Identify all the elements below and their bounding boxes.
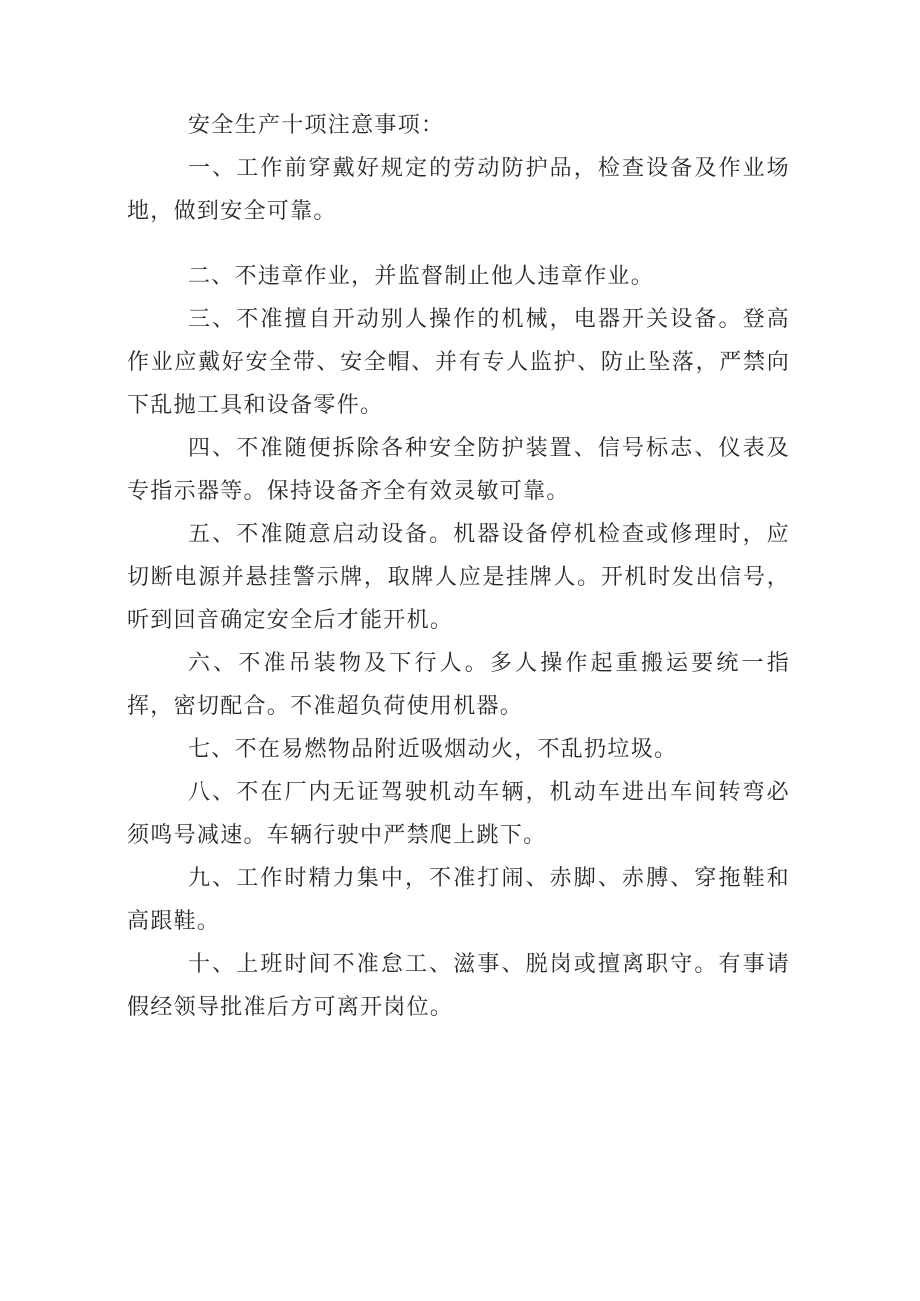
safety-item-9: 九、工作时精力集中，不准打闹、赤脚、赤膊、穿拖鞋和高跟鞋。 (127, 865, 790, 933)
safety-item-2: 二、不违章作业，并监督制止他人违章作业。 (188, 263, 655, 288)
document-body (127, 103, 790, 1028)
doc-title: 安全生产十项注意事项： (188, 112, 445, 137)
safety-item-3: 三、不准擅自开动别人操作的机械，电器开关设备。登高作业应戴好安全带、安全帽、并有专人监护、防止坠落，严禁向下乱抛工具和设备零件。 (127, 306, 790, 417)
safety-item-7: 七、不在易燃物品附近吸烟动火，不乱扔垃圾。 (188, 736, 678, 761)
safety-item-4: 四、不准随便拆除各种安全防护装置、信号标志、仪表及专指示器等。保持设备齐全有效灵敏可靠。 (127, 435, 790, 503)
safety-item-1: 一、工作前穿戴好规定的劳动防护品，检查设备及作业场地，做到安全可靠。 (127, 155, 790, 223)
safety-item-10: 十、上班时间不准怠工、滋事、脱岗或擅离职守。有事请假经领导批准后方可离开岗位。 (127, 951, 790, 1019)
safety-item-5: 五、不准随意启动设备。机器设备停机检查或修理时，应切断电源并悬挂警示牌，取牌人应是挂牌人。开机时发出信号，听到回音确定安全后才能开机。 (127, 521, 790, 632)
safety-item-6: 六、不准吊装物及下行人。多人操作起重搬运要统一指挥，密切配合。不准超负荷使用机器。 (127, 650, 790, 718)
safety-item-8: 八、不在厂内无证驾驶机动车辆，机动车进出车间转弯必须鸣号减速。车辆行驶中严禁爬上跳下。 (127, 779, 790, 847)
